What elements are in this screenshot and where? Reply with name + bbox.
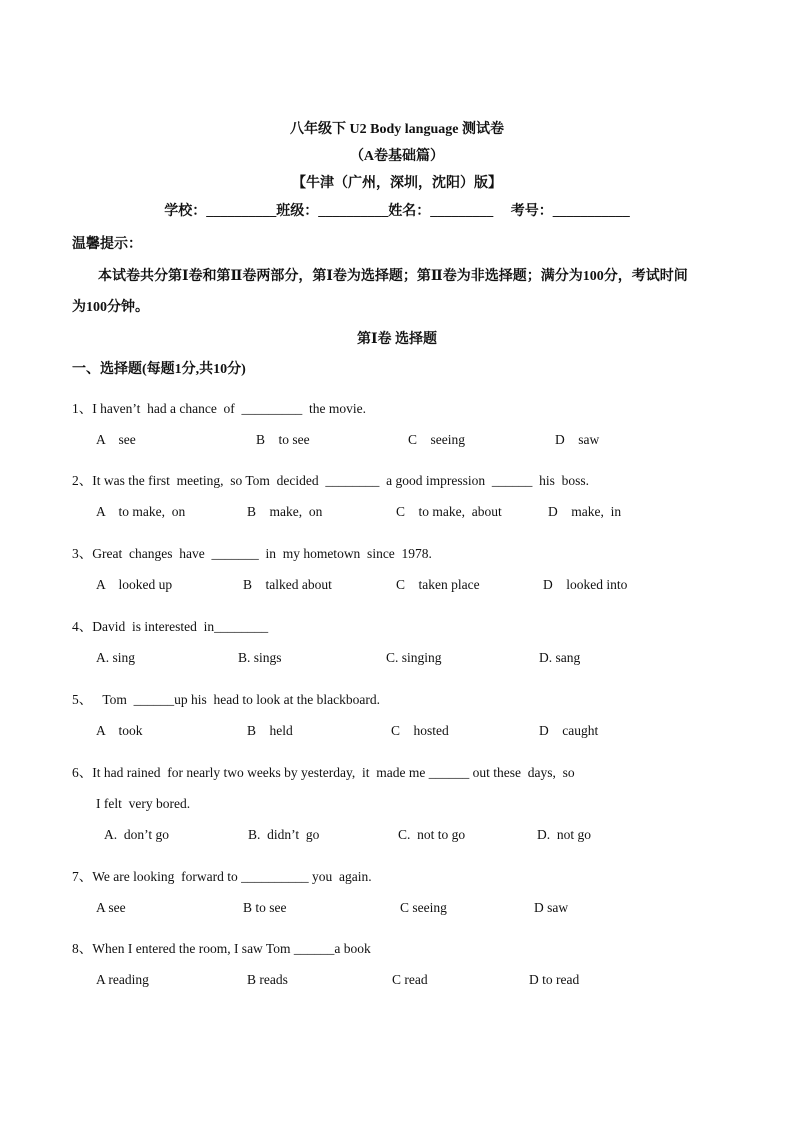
question-2: 2、It was the first meeting, so Tom decided ________ a good impression ______ his boss. <box>72 473 590 488</box>
question-7: 7、We are looking forward to __________ you again. <box>72 869 372 884</box>
q2-option-a: A to make, on <box>96 504 186 519</box>
q3-option-a: A looked up <box>96 577 173 592</box>
q3-option-c: C taken place <box>396 577 480 592</box>
q2-option-c: C to make, about <box>396 504 502 519</box>
q5-option-d: D caught <box>539 723 599 738</box>
q4-option-d: D. sang <box>539 650 581 665</box>
q8-option-a: A reading <box>96 972 149 987</box>
q2-option-b: B make, on <box>247 504 323 519</box>
student-info-line: 学校：__________班级：__________姓名：_________ 考号：___________ <box>164 204 630 219</box>
q1-option-a: A see <box>96 432 136 447</box>
notice-text-line2: 为100分钟。 <box>72 300 149 315</box>
q8-option-c: C read <box>392 972 428 987</box>
q6-option-d: D. not go <box>537 827 591 842</box>
question-3: 3、Great changes have _______ in my hometown since 1978. <box>72 546 432 561</box>
exam-title: 八年级下 U2 Body language 测试卷 <box>290 122 504 137</box>
q5-option-a: A took <box>96 723 143 738</box>
q2-option-d: D make, in <box>548 504 622 519</box>
q5-option-c: C hosted <box>391 723 449 738</box>
question-1: 1、I haven’t had a chance of _________ the movie. <box>72 401 367 416</box>
notice-label: 温馨提示： <box>72 237 142 252</box>
q1-option-d: D saw <box>555 432 600 447</box>
q4-option-c: C. singing <box>386 650 442 665</box>
question-6: 6、It had rained for nearly two weeks by yesterday, it made me ______ out these days, so <box>72 765 575 780</box>
question-8: 8、When I entered the room, I saw Tom ______a book <box>72 941 371 956</box>
notice-text-line1: 本试卷共分第Ⅰ卷和第Ⅱ卷两部分，第Ⅰ卷为选择题；第Ⅱ卷为非选择题；满分为100分，考试时间 <box>98 269 688 284</box>
section-title: 第Ⅰ卷 选择题 <box>356 332 438 347</box>
q7-option-d: D saw <box>534 900 569 915</box>
q1-option-c: C seeing <box>408 432 465 447</box>
q7-option-b: B to see <box>243 900 287 915</box>
q6-option-c: C. not to go <box>398 827 466 842</box>
q7-option-c: C seeing <box>400 900 447 915</box>
part-heading: 一、选择题(每题1分,共10分) <box>72 362 246 377</box>
exam-subtitle: （A卷基础篇） <box>349 149 445 164</box>
q1-option-b: B to see <box>256 432 310 447</box>
q6-option-b: B. didn’t go <box>248 827 320 842</box>
q3-option-d: D looked into <box>543 577 628 592</box>
question-6-continued: I felt very bored. <box>96 796 191 811</box>
q8-option-b: B reads <box>247 972 288 987</box>
q7-option-a: A see <box>96 900 126 915</box>
question-5: 5、 Tom ______up his head to look at the blackboard. <box>72 692 381 707</box>
q4-option-b: B. sings <box>238 650 282 665</box>
q6-option-a: A. don’t go <box>104 827 170 842</box>
question-4: 4、David is interested in________ <box>72 619 269 634</box>
exam-edition: 【牛津（广州，深圳，沈阳）版】 <box>292 176 502 191</box>
q3-option-b: B talked about <box>243 577 332 592</box>
q8-option-d: D to read <box>529 972 580 987</box>
q4-option-a: A. sing <box>96 650 136 665</box>
q5-option-b: B held <box>247 723 293 738</box>
